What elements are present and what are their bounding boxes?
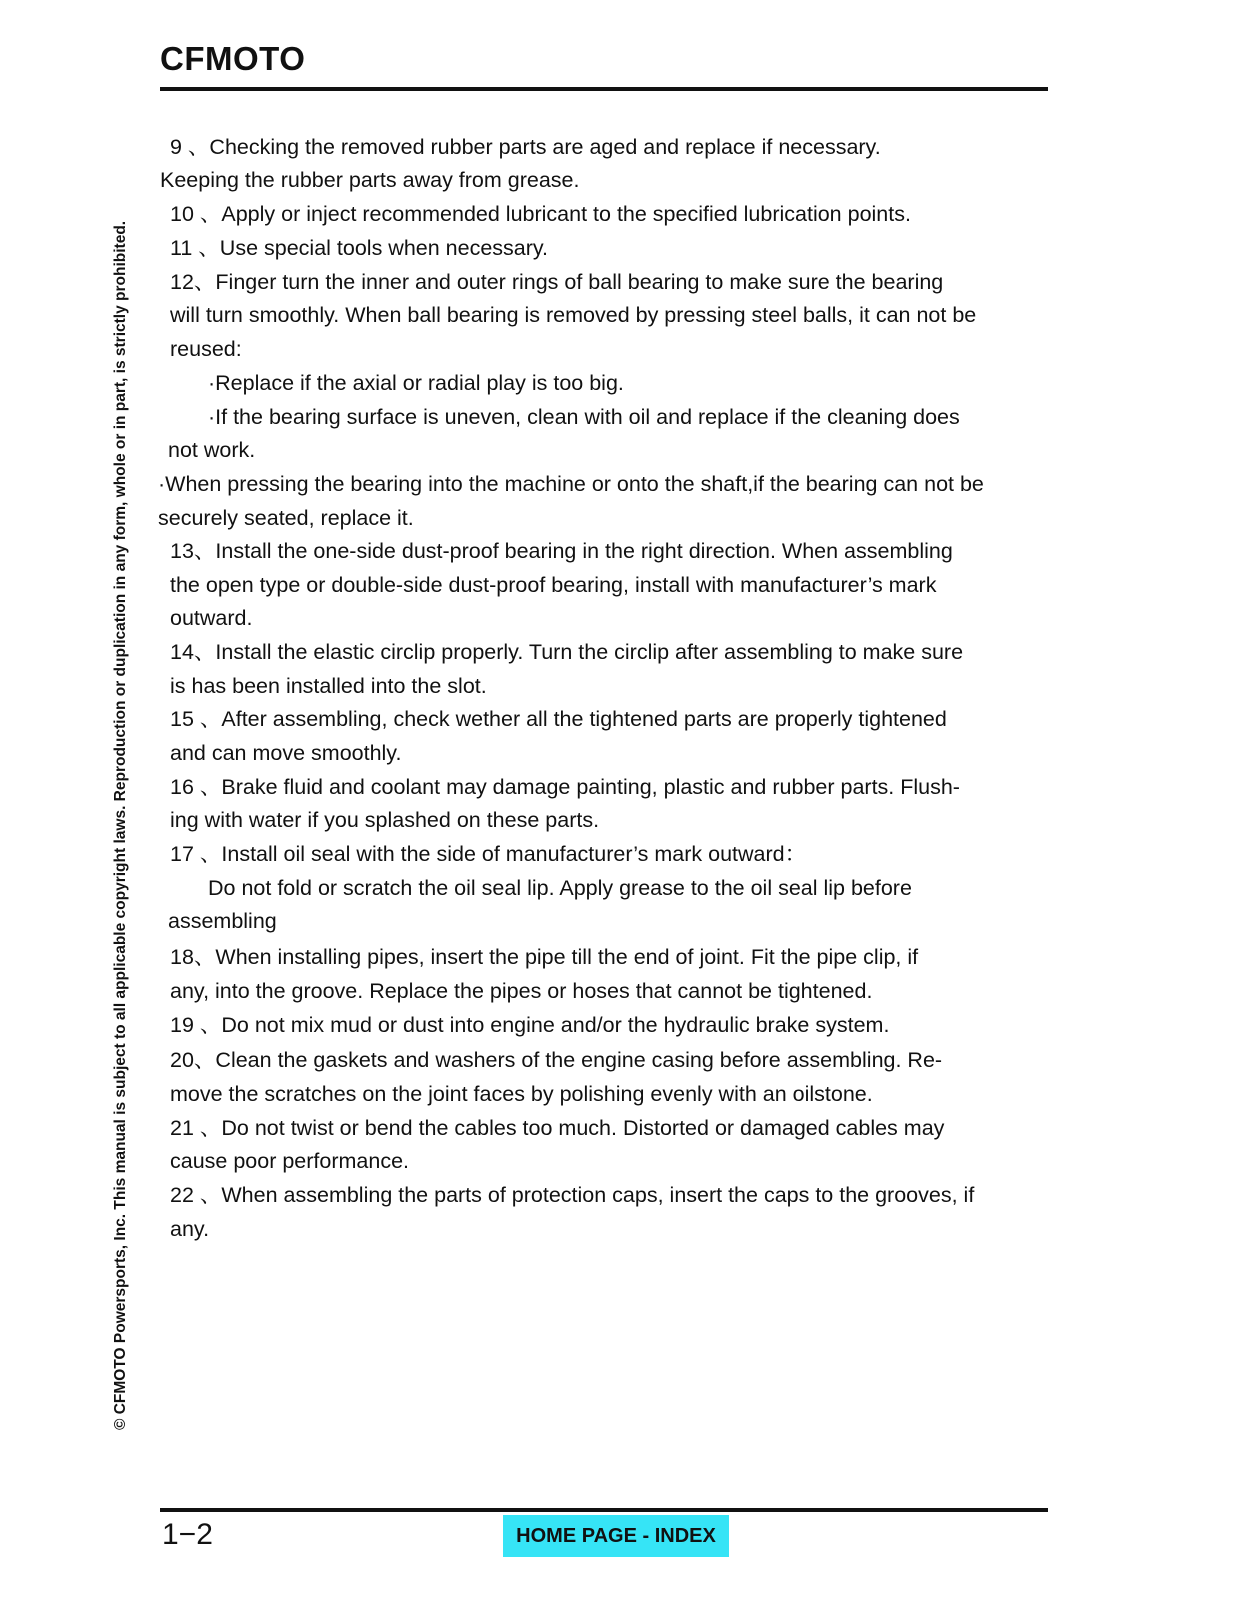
text-line: 15 、After assembling, check wether all the tightened parts are properly tightened: [170, 707, 947, 731]
text-line: move the scratches on the joint faces by polishing evenly with an oilstone.: [170, 1082, 873, 1106]
text-line: reused:: [170, 337, 242, 361]
text-line: not work.: [168, 438, 256, 462]
text-line: 9 、Checking the removed rubber parts are aged and replace if necessary.: [170, 135, 881, 159]
home-page-index-button[interactable]: HOME PAGE - INDEX: [503, 1515, 729, 1557]
text-line: securely seated, replace it.: [158, 506, 414, 530]
text-line: 17 、Install oil seal with the side of manufacturer’s mark outward：: [170, 842, 807, 866]
text-line: 13、Install the one-side dust-proof bearing in the right direction. When assembling: [170, 539, 953, 563]
text-line: cause poor performance.: [170, 1149, 410, 1173]
text-line: assembling: [168, 909, 277, 933]
text-line: any, into the groove. Replace the pipes or hoses that cannot be tightened.: [170, 979, 873, 1003]
text-line: outward.: [170, 606, 253, 630]
text-line: Do not fold or scratch the oil seal lip. Apply grease to the oil seal lip before: [208, 876, 912, 900]
text-line: ·Replace if the axial or radial play is too big.: [208, 371, 624, 395]
text-line: 10 、Apply or inject recommended lubricant to the specified lubrication points.: [170, 202, 911, 226]
text-line: 16 、Brake fluid and coolant may damage painting, plastic and rubber parts. Flush-: [170, 775, 960, 799]
text-line: 11 、Use special tools when necessary.: [170, 236, 549, 260]
text-line: Keeping the rubber parts away from grease.: [160, 168, 580, 192]
header-rule: [160, 87, 1048, 91]
footer-rule: [160, 1508, 1048, 1512]
text-line: and can move smoothly.: [170, 741, 402, 765]
brand-logo: CFMOTO: [160, 40, 306, 77]
text-line: ·If the bearing surface is uneven, clean with oil and replace if the cleaning does: [208, 405, 960, 429]
text-line: ing with water if you splashed on these parts.: [170, 808, 600, 832]
page-number: 1−2: [162, 1518, 213, 1551]
copyright-notice: © CFMOTO Powersports, Inc. This manual is subject to all applicable copyright laws. Reproduction or duplication in any form, whole or in part, is strictly prohibited.: [112, 220, 129, 1430]
text-line: 21 、Do not twist or bend the cables too much. Distorted or damaged cables may: [170, 1116, 945, 1140]
text-line: 12、Finger turn the inner and outer rings of ball bearing to make sure the bearing: [170, 270, 944, 294]
text-line: 18、When installing pipes, insert the pipe till the end of joint. Fit the pipe clip, if: [170, 945, 919, 969]
text-line: is has been installed into the slot.: [170, 674, 487, 698]
text-line: 14、Install the elastic circlip properly. Turn the circlip after assembling to make sure: [170, 640, 964, 664]
text-line: ·When pressing the bearing into the machine or onto the shaft,if the bearing can not be: [158, 472, 984, 496]
text-line: any.: [170, 1217, 210, 1241]
text-line: the open type or double-side dust-proof bearing, install with manufacturer’s mark: [170, 573, 937, 597]
text-line: 22 、When assembling the parts of protection caps, insert the caps to the grooves, if: [170, 1183, 975, 1207]
text-line: 19 、Do not mix mud or dust into engine and/or the hydraulic brake system.: [170, 1013, 890, 1037]
text-line: will turn smoothly. When ball bearing is removed by pressing steel balls, it can not be: [170, 303, 977, 327]
text-line: 20、Clean the gaskets and washers of the engine casing before assembling. Re-: [170, 1048, 943, 1072]
